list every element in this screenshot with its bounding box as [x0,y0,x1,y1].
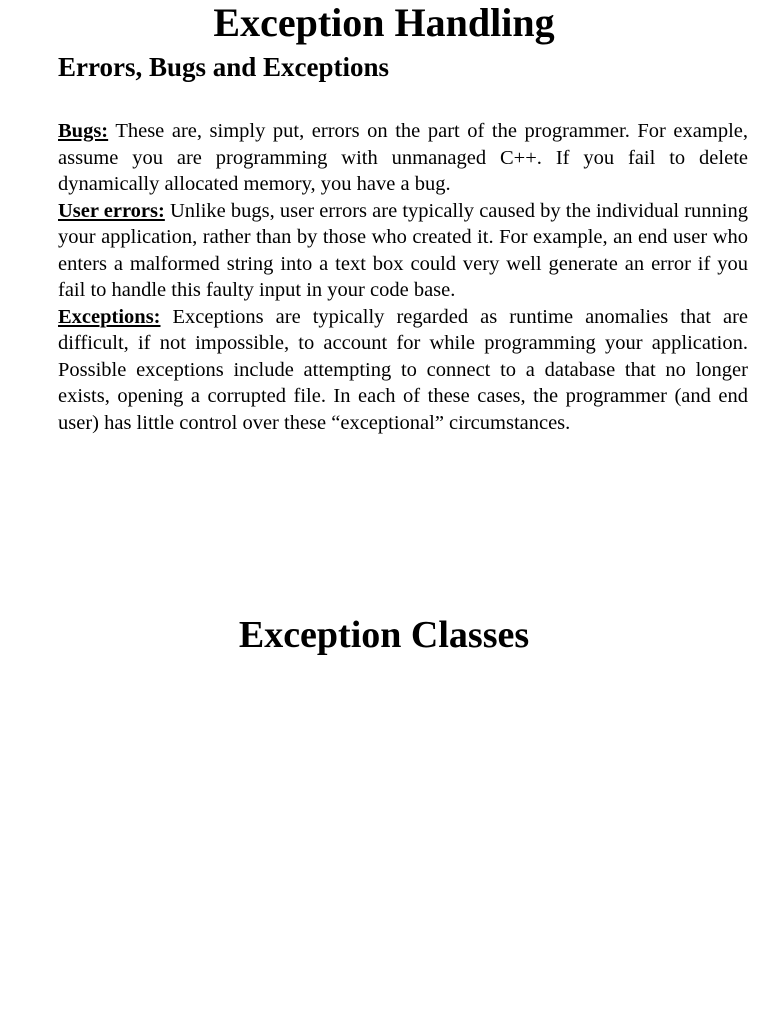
definition-text: Unlike bugs, user errors are typically caused by the individual running your application, rather than by those who created it. For example, an end user who enters a malformed string into a text box could very well generate an error if you fail to handle this faulty input in your code base. [58,199,748,301]
definition-text: These are, simply put, errors on the part of the programmer. For example, assume you are programming with unmanaged C++. If you fail to delete dynamically allocated memory, you have a bug. [58,120,748,195]
definition-term: Bugs: [58,120,109,142]
definition-user-errors [58,198,748,304]
page-title: Exception Handling [213,0,555,45]
definition-term: Exceptions: [58,305,161,328]
definition-bugs [58,118,748,198]
definitions-block [58,118,748,436]
exception-classes-heading: Exception Classes [238,614,530,656]
section-subtitle: Errors, Bugs and Exceptions [58,52,390,82]
definition-term: User errors: [58,199,165,222]
definition-exceptions [58,304,748,437]
definition-text: Exceptions are typically regarded as runtime anomalies that are difficult, if not impossible, to account for while programming your application. Possible exceptions include attempting to connect to a database that no longer exists, opening a corrupted file. In each of these cases, the programmer (and end user) has little control over these “exceptional” circumstances. [58,305,748,434]
